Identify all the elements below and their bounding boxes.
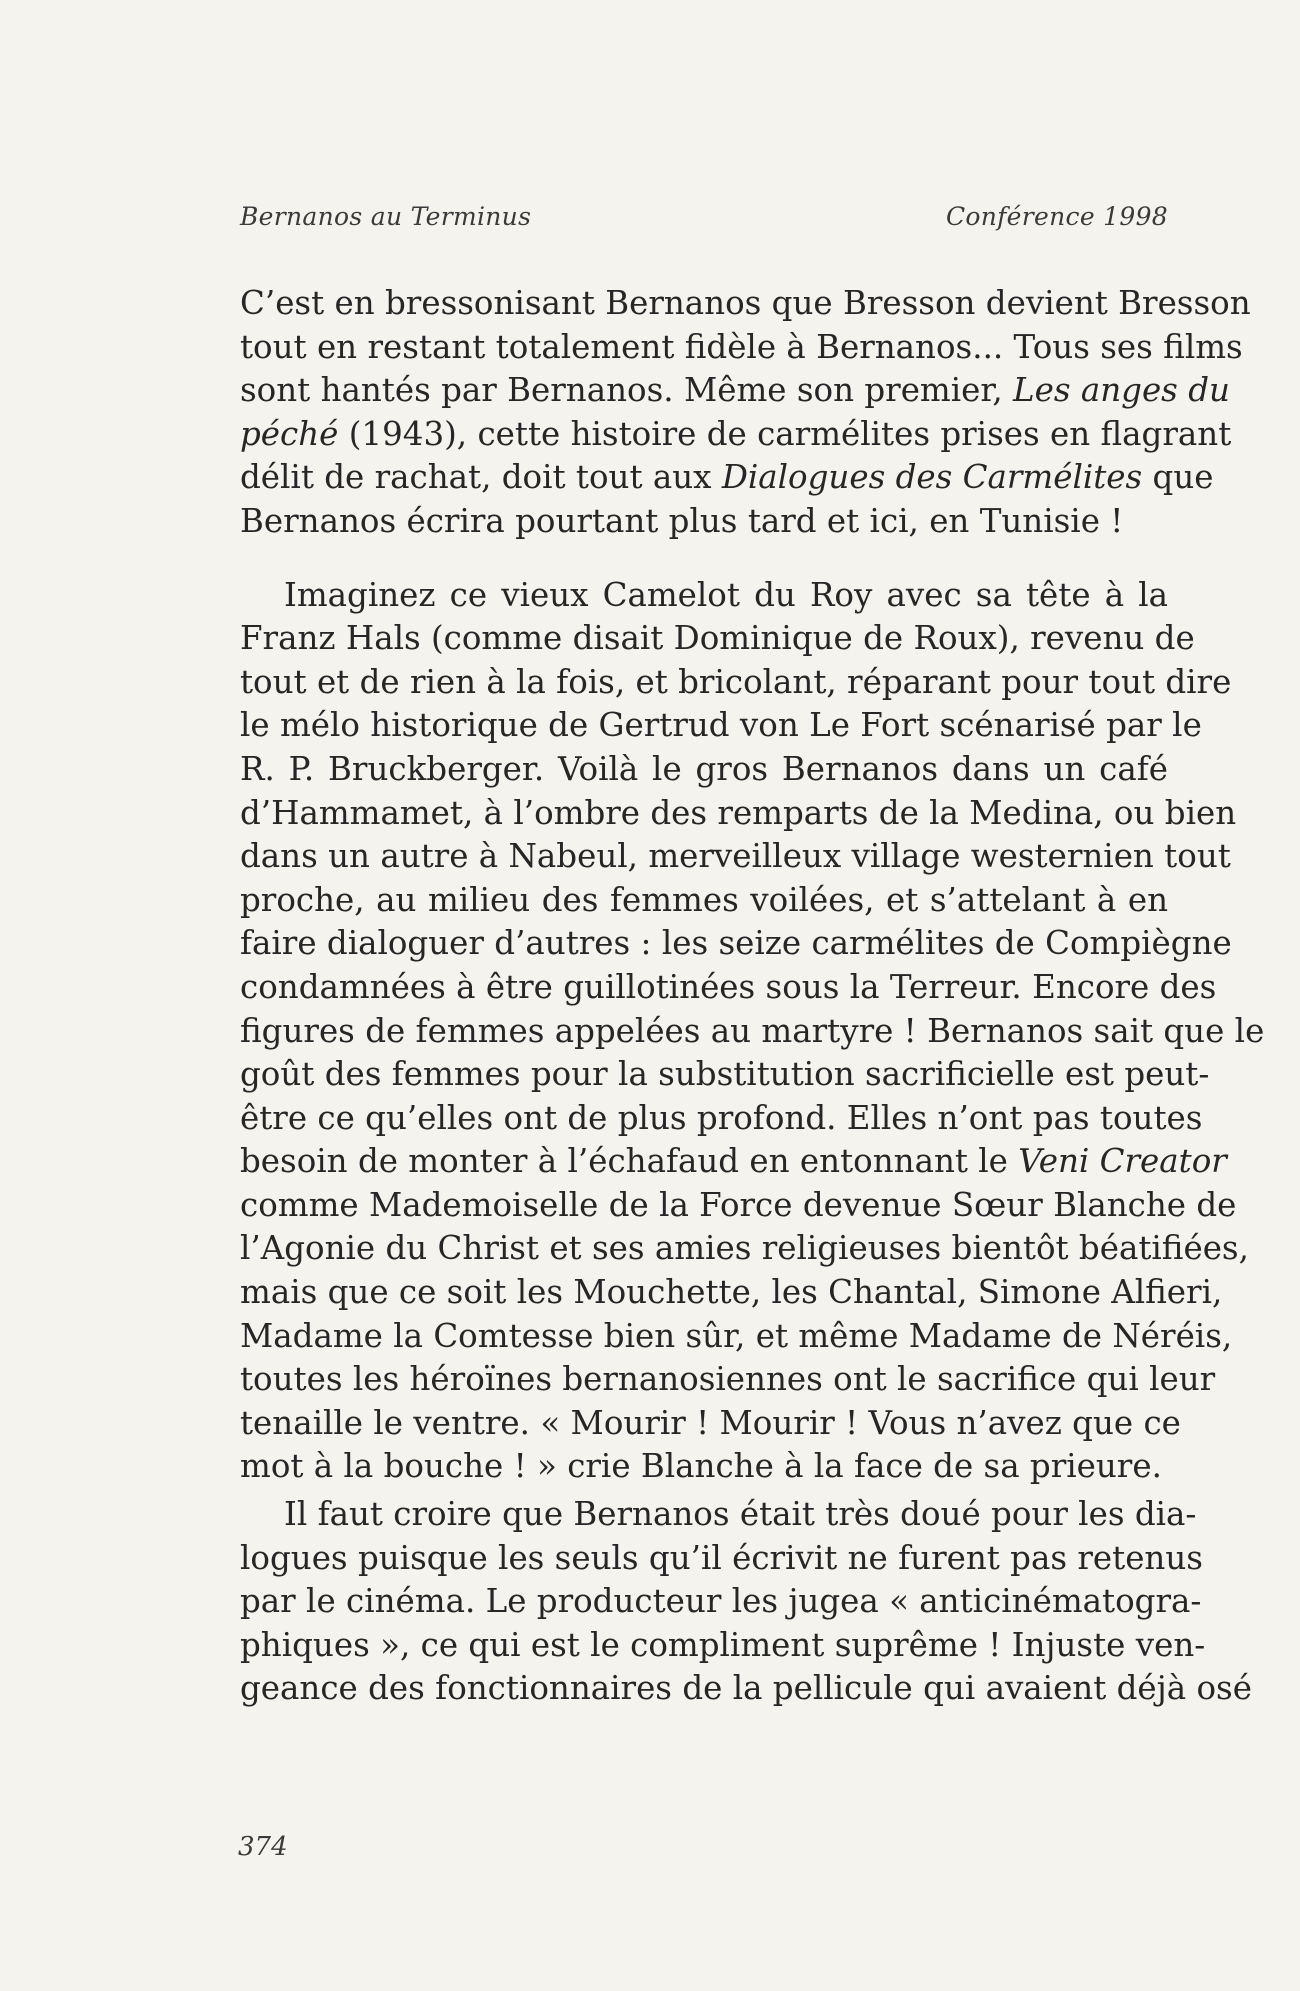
text-line xyxy=(240,1493,1197,1537)
text-line xyxy=(240,500,1168,544)
text-line xyxy=(240,1097,1203,1141)
text-run: comme Mademoiselle de la Force devenue Sœur Blanche de xyxy=(240,1185,1237,1224)
text-line xyxy=(240,1227,1249,1271)
text-line xyxy=(240,748,1168,792)
text-run: Imaginez ce vieux Camelot du Roy avec sa tête à la xyxy=(284,575,1168,614)
text-line xyxy=(240,1580,1202,1624)
italic-title: Veni Creator xyxy=(1018,1142,1227,1181)
text-line xyxy=(240,966,1217,1010)
text-line xyxy=(240,661,1232,705)
text-run: Madame la Comtesse bien sûr, et même Madame de Néréis, xyxy=(240,1316,1233,1355)
text-line xyxy=(240,1271,1223,1315)
text-line xyxy=(240,326,1243,370)
text-run: proche, au milieu des femmes voilées, et s’attelant à en xyxy=(240,880,1168,919)
text-line xyxy=(240,1537,1203,1581)
text-run: phiques », ce qui est le compliment suprême ! Injuste ven- xyxy=(240,1625,1206,1664)
page-number: 374 xyxy=(238,1832,288,1862)
running-header xyxy=(240,202,1168,242)
text-run: mais que ce soit les Mouchette, les Chantal, Simone Alfieri, xyxy=(240,1273,1223,1312)
text-run: Il faut croire que Bernanos était très doué pour les dia- xyxy=(284,1495,1197,1534)
text-line xyxy=(240,1445,1168,1489)
text-run: toutes les héroïnes bernanosiennes ont le sacrifice qui leur xyxy=(240,1360,1216,1399)
text-run: l’Agonie du Christ et ses amies religieuses bientôt béatifiées, xyxy=(240,1229,1249,1268)
text-line xyxy=(240,879,1168,923)
text-line xyxy=(240,1140,1227,1184)
italic-title: péché xyxy=(240,414,339,453)
paragraph xyxy=(240,282,1251,544)
text-line xyxy=(240,1624,1206,1668)
text-run: le mélo historique de Gertrud von Le Fort scénarisé par le xyxy=(240,706,1202,745)
text-run: tout en restant totalement fidèle à Bernanos... Tous ses films xyxy=(240,327,1243,366)
text-line xyxy=(240,574,1168,618)
text-run: goût des femmes pour la substitution sacrificielle est peut- xyxy=(240,1055,1210,1094)
text-run: délit de rachat, doit tout aux xyxy=(240,458,722,497)
text-line xyxy=(240,1358,1216,1402)
text-run: R. P. Bruckberger. Voilà le gros Bernanos dans un café xyxy=(240,749,1168,788)
text-line xyxy=(240,1010,1265,1054)
text-line xyxy=(240,1402,1181,1446)
text-line xyxy=(240,1184,1237,1228)
text-run: Franz Hals (comme disait Dominique de Roux), revenu de xyxy=(240,619,1195,658)
text-run: dans un autre à Nabeul, merveilleux village westernien tout xyxy=(240,837,1231,876)
text-line xyxy=(240,792,1237,836)
text-run: Bernanos écrira pourtant plus tard et ici, en Tunisie ! xyxy=(240,501,1124,540)
text-run: que xyxy=(1142,458,1214,497)
text-line xyxy=(240,369,1230,413)
text-line xyxy=(240,704,1202,748)
text-run: condamnées à être guillotinées sous la Terreur. Encore des xyxy=(240,967,1217,1006)
text-run: C’est en bressonisant Bernanos que Bresson devient Bresson xyxy=(240,284,1251,322)
paragraph-gap xyxy=(240,544,1168,574)
text-line xyxy=(240,413,1232,457)
text-run: logues puisque les seuls qu’il écrivit ne furent pas retenus xyxy=(240,1538,1203,1577)
text-line xyxy=(240,456,1214,500)
running-header-section: Conférence 1998 xyxy=(945,202,1168,231)
text-run: tenaille le ventre. « Mourir ! Mourir ! Vous n’avez que ce xyxy=(240,1403,1181,1442)
paragraph xyxy=(240,574,1265,1489)
text-run: être ce qu’elles ont de plus profond. Elles n’ont pas toutes xyxy=(240,1098,1203,1137)
text-line xyxy=(240,1315,1233,1359)
text-line xyxy=(240,282,1251,326)
text-run: figures de femmes appelées au martyre ! Bernanos sait que le xyxy=(240,1011,1265,1050)
text-line xyxy=(240,835,1231,879)
text-line xyxy=(240,1053,1210,1097)
text-run: par le cinéma. Le producteur les jugea « anticinématogra- xyxy=(240,1582,1202,1621)
text-run: geance des fonctionnaires de la pellicule qui avaient déjà osé xyxy=(240,1669,1252,1708)
body-text xyxy=(240,282,1265,1711)
paragraph xyxy=(240,1493,1252,1711)
text-run: sont hantés par Bernanos. Même son premier, xyxy=(240,371,1014,410)
italic-title: Dialogues des Carmélites xyxy=(721,458,1143,497)
text-run: faire dialoguer d’autres : les seize carmélites de Compiègne xyxy=(240,924,1232,963)
text-line xyxy=(240,617,1195,661)
text-run: d’Hammamet, à l’ombre des remparts de la Medina, ou bien xyxy=(240,793,1237,832)
text-run: mot à la bouche ! » crie Blanche à la face de sa prieure. xyxy=(240,1447,1162,1486)
text-run: besoin de monter à l’échafaud en entonnant le xyxy=(240,1142,1019,1181)
text-run: tout et de rien à la fois, et bricolant, réparant pour tout dire xyxy=(240,662,1232,701)
italic-title: Les anges du xyxy=(1013,371,1230,410)
running-header-title: Bernanos au Terminus xyxy=(240,202,532,231)
text-run: (1943), cette histoire de carmélites prises en flagrant xyxy=(338,414,1232,453)
text-line xyxy=(240,922,1232,966)
text-line xyxy=(240,1667,1252,1711)
